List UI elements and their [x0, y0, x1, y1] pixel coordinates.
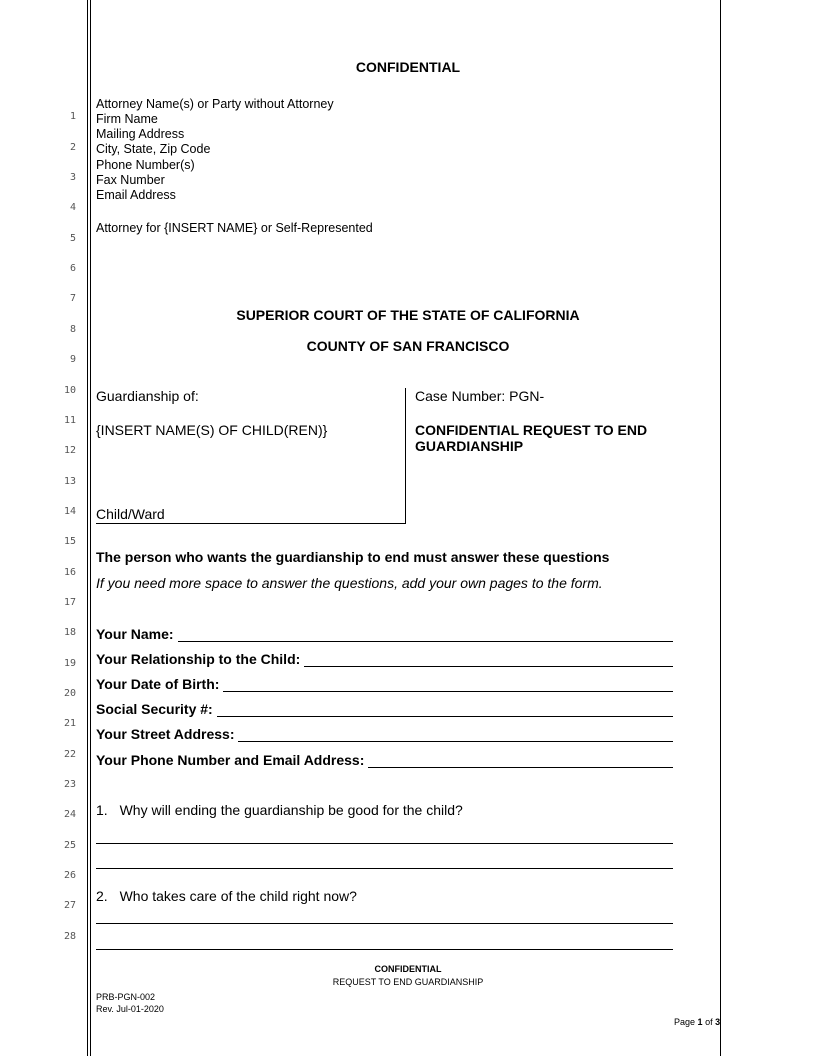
- firm-name: Firm Name: [96, 112, 158, 126]
- city-state-zip: City, State, Zip Code: [96, 142, 211, 156]
- line-number: 14: [63, 506, 76, 517]
- page-total: 3: [715, 1017, 721, 1027]
- form-code: PRB-PGN-002: [96, 992, 156, 1002]
- phone-email-field[interactable]: [368, 755, 673, 768]
- left-margin-line-outer: [87, 0, 88, 1056]
- header-confidential: CONFIDENTIAL: [355, 59, 461, 75]
- child-names: {INSERT NAME(S) OF CHILD(REN)}: [96, 422, 328, 438]
- guardianship-of-label: Guardianship of:: [96, 388, 199, 404]
- line-number: 26: [63, 870, 76, 881]
- question-2: [96, 888, 357, 904]
- line-number: 25: [63, 840, 76, 851]
- line-number: 24: [63, 809, 76, 820]
- line-number: 18: [63, 627, 76, 638]
- line-number: 27: [63, 900, 76, 911]
- attorney-name: Attorney Name(s) or Party without Attorney: [96, 97, 334, 111]
- line-number: 16: [63, 567, 76, 578]
- line-number: 1: [69, 111, 76, 122]
- caption-divider: [405, 388, 406, 524]
- line-number: 11: [63, 415, 76, 426]
- phone-numbers: Phone Number(s): [96, 158, 195, 172]
- page-of: of: [705, 1017, 713, 1027]
- line-number: 28: [63, 931, 76, 942]
- child-ward-label: Child/Ward: [96, 506, 165, 522]
- address-row: [96, 722, 673, 742]
- question-2-number: 2.: [96, 888, 108, 904]
- question-2-text: Who takes care of the child right now?: [119, 888, 357, 904]
- fax-number: Fax Number: [96, 173, 165, 187]
- question-1-answer-line-2[interactable]: [96, 868, 673, 869]
- page-prefix: Page: [674, 1017, 696, 1027]
- instructions-heading: The person who wants the guardianship to end must answer these questions: [96, 549, 610, 565]
- attorney-for: Attorney for {INSERT NAME} or Self-Represented: [96, 221, 373, 235]
- question-1: [96, 802, 463, 818]
- email-address: Email Address: [96, 188, 176, 202]
- case-number: Case Number: PGN-: [415, 388, 545, 404]
- line-number: 13: [63, 476, 76, 487]
- mailing-address: Mailing Address: [96, 127, 185, 141]
- line-number: 17: [63, 597, 76, 608]
- line-number: 23: [63, 779, 76, 790]
- question-1-text: Why will ending the guardianship be good for the child?: [119, 802, 463, 818]
- line-number: 12: [63, 445, 76, 456]
- footer-title: REQUEST TO END GUARDIANSHIP: [332, 977, 484, 987]
- caption-bottom-rule: [96, 523, 405, 524]
- address-field[interactable]: [238, 729, 673, 742]
- right-margin-line: [720, 0, 721, 1056]
- instructions-note: If you need more space to answer the questions, add your own pages to the form.: [96, 575, 603, 591]
- ssn-label: Social Security #:: [96, 701, 213, 717]
- ssn-row: [96, 697, 673, 717]
- relationship-row: [96, 647, 673, 667]
- question-1-answer-line-1[interactable]: [96, 843, 673, 844]
- relationship-field[interactable]: [304, 654, 673, 667]
- dob-label: Your Date of Birth:: [96, 676, 220, 692]
- line-number: 6: [69, 263, 76, 274]
- question-1-number: 1.: [96, 802, 108, 818]
- document-title: CONFIDENTIAL REQUEST TO END GUARDIANSHIP: [415, 422, 648, 454]
- line-number: 4: [69, 202, 76, 213]
- left-margin-line-inner: [90, 0, 91, 1056]
- relationship-label: Your Relationship to the Child:: [96, 651, 301, 667]
- page-indicator: [674, 1017, 720, 1028]
- court-county: COUNTY OF SAN FRANCISCO: [306, 338, 510, 354]
- your-name-label: Your Name:: [96, 626, 174, 642]
- line-number: 15: [63, 536, 76, 547]
- dob-field[interactable]: [223, 679, 673, 692]
- line-number: 8: [69, 324, 76, 335]
- question-2-answer-line-1[interactable]: [96, 923, 673, 924]
- footer-confidential: CONFIDENTIAL: [374, 964, 442, 974]
- line-number: 20: [63, 688, 76, 699]
- line-number: 2: [69, 142, 76, 153]
- line-number: 5: [69, 233, 76, 244]
- phone-email-label: Your Phone Number and Email Address:: [96, 752, 365, 768]
- your-name-field[interactable]: [178, 629, 673, 642]
- line-number: 21: [63, 718, 76, 729]
- line-number: 10: [63, 385, 76, 396]
- dob-row: [96, 672, 673, 692]
- line-number: 7: [69, 293, 76, 304]
- your-name-row: [96, 622, 673, 642]
- line-number: 19: [63, 658, 76, 669]
- court-title: SUPERIOR COURT OF THE STATE OF CALIFORNIA: [236, 307, 580, 323]
- phone-email-row: [96, 748, 673, 768]
- question-2-answer-line-2[interactable]: [96, 949, 673, 950]
- address-label: Your Street Address:: [96, 726, 235, 742]
- ssn-field[interactable]: [217, 704, 673, 717]
- line-number: 9: [69, 354, 76, 365]
- line-number: 3: [69, 172, 76, 183]
- page-current: 1: [697, 1017, 703, 1027]
- line-number: 22: [63, 749, 76, 760]
- form-revision: Rev. Jul-01-2020: [96, 1004, 164, 1014]
